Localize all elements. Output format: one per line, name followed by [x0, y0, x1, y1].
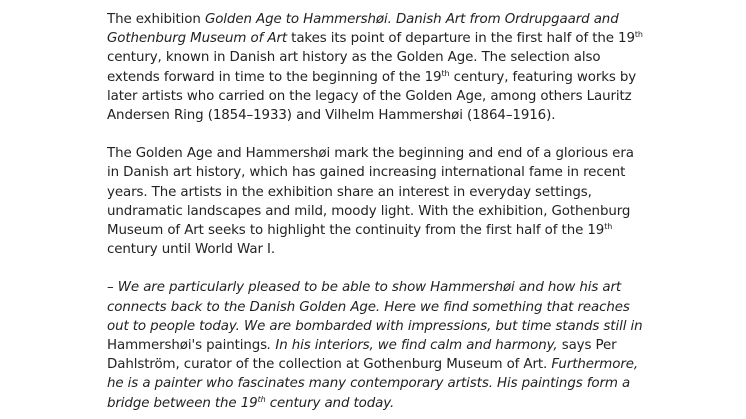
- context-text-a: The Golden Age and Hammershøi mark the beginning and end of a glorious era in Danish art history, which has gained increasing international fame in recent years. The artists in the exhibition share an interest in everyday settings, undramatic landscapes and mild, moody light. With the exhibition, Gothenburg Museum of Art seeks to highlight the continuity from the first half of the 19: [107, 146, 634, 239]
- quote-part-e: century and today.: [265, 395, 395, 411]
- quote-part-b: Hammershøi's paintings: [107, 338, 268, 354]
- quote-part-d: Furthermore, he is a painter who fascinates many contemporary artists. His paintings form a bridge between the 19: [107, 357, 639, 411]
- paragraph-quote: [107, 278, 647, 412]
- intro-lead: The exhibition: [107, 12, 205, 27]
- context-text-b: century until World War I.: [107, 242, 276, 258]
- ordinal-suffix: th: [441, 68, 450, 78]
- paragraph-context: [107, 144, 647, 259]
- quote-dash: –: [107, 280, 118, 296]
- intro-text-c: century, featuring works by later artists who carried on the legacy of the Golden Age, among others Lauritz Andersen Ring (1854–1933) and Vilhelm Hammershøi (1864–1916).: [107, 69, 637, 124]
- quote-attribution: says Per Dahlström, curator of the collection at Gothenburg Museum of Art.: [107, 338, 617, 373]
- ordinal-suffix: th: [634, 30, 643, 40]
- paragraph-intro: [107, 10, 647, 125]
- intro-text-a: takes its point of departure in the first half of the 19: [287, 31, 635, 47]
- exhibition-title: Golden Age to Hammershøi. Danish Art from Ordrupgaard and Gothenburg Museum of Art: [107, 12, 619, 47]
- article-body: [107, 10, 647, 413]
- intro-text-b: century, known in Danish art history as the Golden Age. The selection also extends forward in time to the beginning of the 19: [107, 50, 601, 85]
- ordinal-suffix: th: [604, 222, 613, 232]
- ordinal-suffix: th: [257, 394, 266, 404]
- quote-part-c: . In his interiors, we find calm and harmony,: [267, 338, 558, 354]
- quote-part-a: We are particularly pleased to be able to show Hammershøi and how his art connects back to the Danish Golden Age. Here we find something that reaches out to people today. We are bombarded with impressions, but time stands still in: [107, 280, 643, 334]
